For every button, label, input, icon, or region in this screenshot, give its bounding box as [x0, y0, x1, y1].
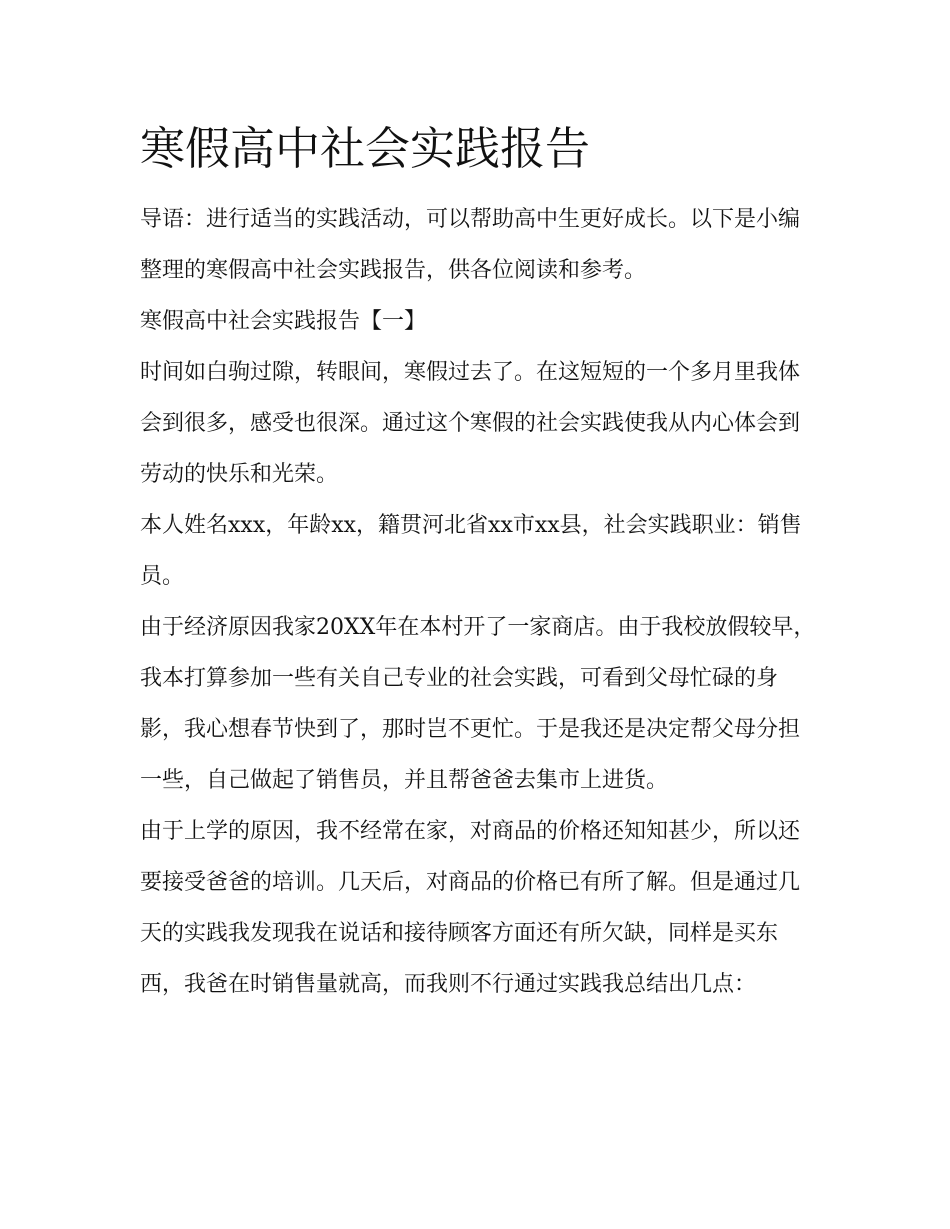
document-title: 寒假高中社会实践报告 — [140, 122, 591, 175]
body-paragraph: 由于上学的原因，我不经常在家，对商品的价格还知知甚少，所以还要接受爸爸的培训。几天后，对商品的价格已有所了解。但是通过几天的实践我发现我在说话和接待顾客方面还有所欠缺，同样是买东西，我爸在时销售量就高，而我则不行通过实践我总结出几点： — [140, 819, 801, 997]
body-paragraph: 时间如白驹过隙，转眼间，寒假过去了。在这短短的一个多月里我体会到很多，感受也很深。通过这个寒假的社会实践使我从内心体会到劳动的快乐和光荣。 — [140, 360, 801, 487]
section-heading: 寒假高中社会实践报告【一】 — [140, 309, 427, 334]
intro-paragraph: 导语：进行适当的实践活动，可以帮助高中生更好成长。以下是小编整理的寒假高中社会实践报告，供各位阅读和参考。 — [140, 207, 801, 283]
body-paragraph: 本人姓名xxx，年龄xx，籍贯河北省xx市xx县，社会实践职业：销售员。 — [140, 513, 802, 589]
document-body — [140, 118, 820, 1010]
body-paragraph: 由于经济原因我家20XX年在本村开了一家商店。由于我校放假较早，我本打算参加一些有关自己专业的社会实践，可看到父母忙碌的身影，我心想春节快到了，那时岂不更忙。于是我还是决定帮父母分担一些，自己做起了销售员，并且帮爸爸去集市上进货。 — [140, 615, 816, 793]
